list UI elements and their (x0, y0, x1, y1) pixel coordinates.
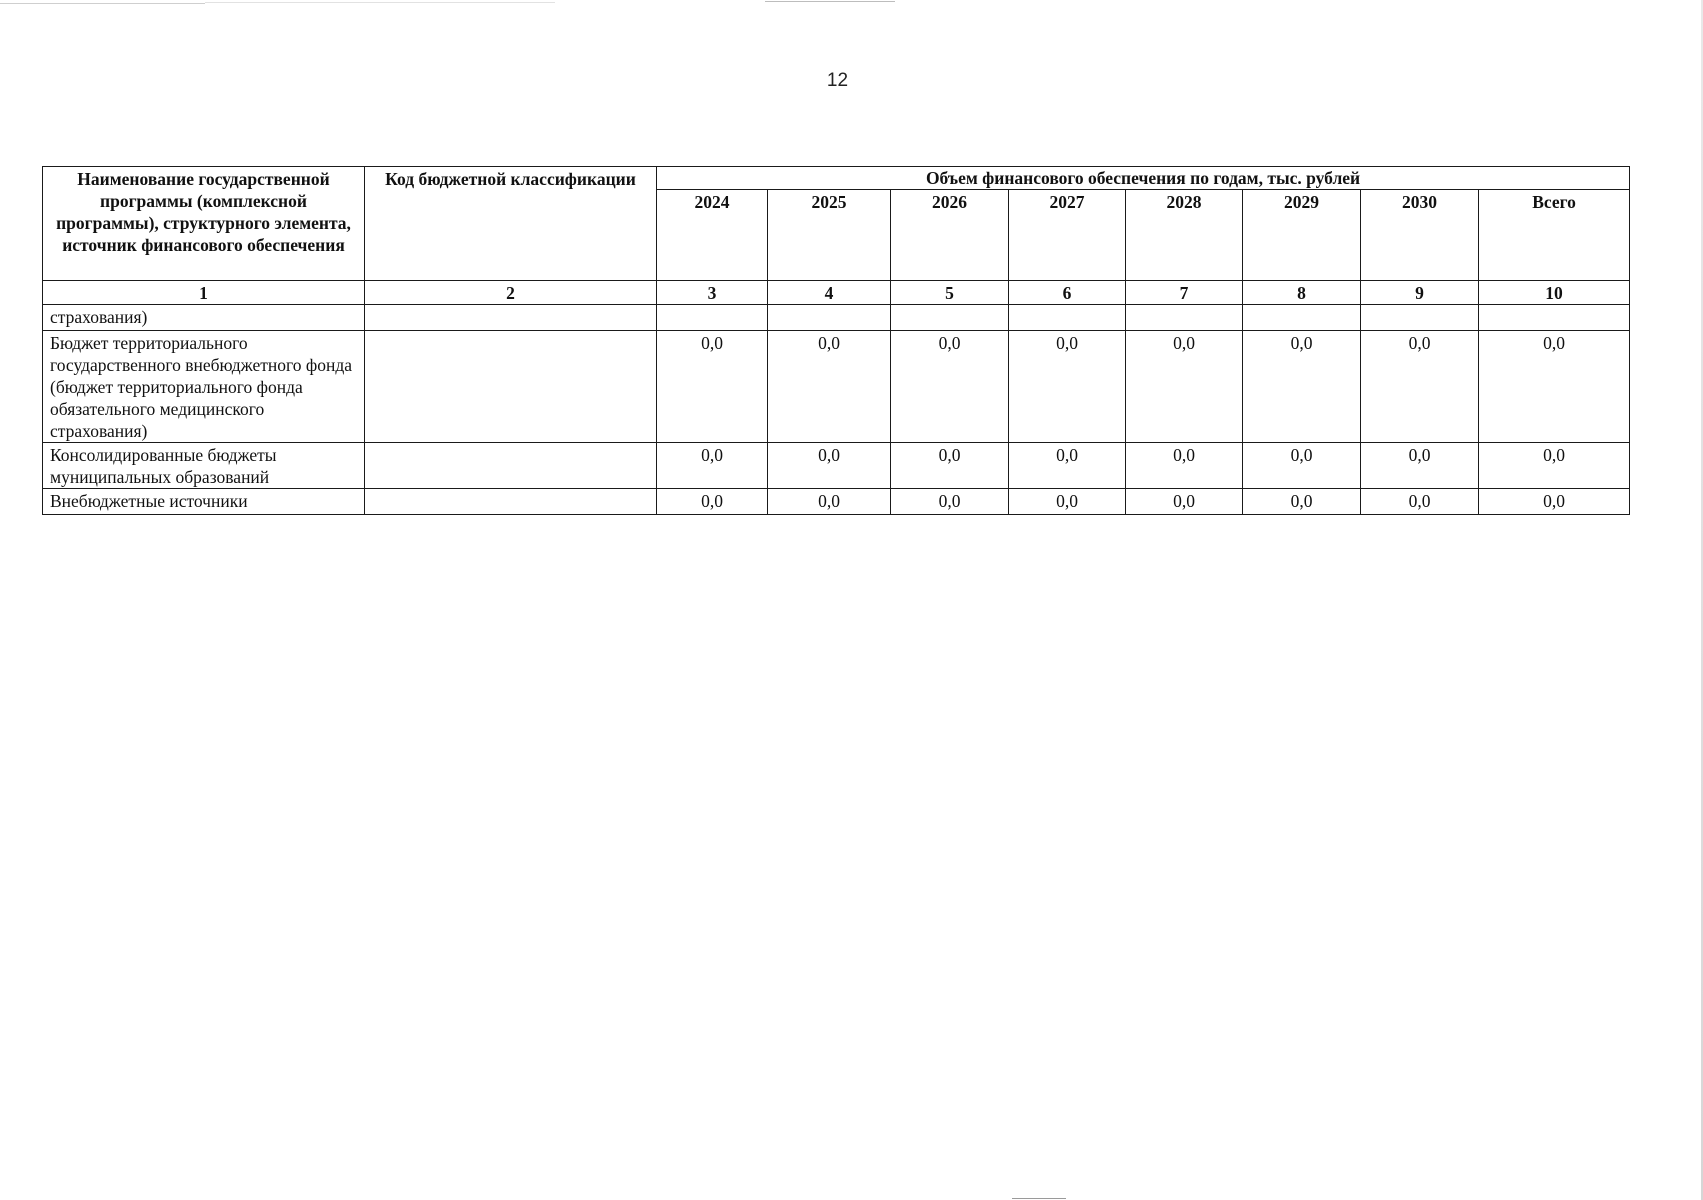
row-value: 0,0 (891, 443, 1009, 489)
row-value: 0,0 (768, 331, 891, 443)
row-value: 0,0 (768, 443, 891, 489)
row-value: 0,0 (1361, 489, 1479, 515)
header-budget-code: Код бюджетной классификации (365, 167, 657, 281)
row-value: 0,0 (768, 489, 891, 515)
row-value: 0,0 (1009, 443, 1126, 489)
row-name: страхования) (43, 305, 365, 331)
page-number: 12 (826, 70, 849, 91)
row-value: 0,0 (1126, 489, 1243, 515)
row-value: 0,0 (657, 443, 768, 489)
header-year: 2025 (768, 189, 891, 280)
scan-artifact-line (765, 1, 895, 2)
row-value (1126, 305, 1243, 331)
column-number: 4 (768, 281, 891, 305)
row-value: 0,0 (891, 489, 1009, 515)
row-code (365, 489, 657, 515)
row-value: 0,0 (1243, 331, 1361, 443)
table-row (43, 489, 1630, 515)
header-year: 2030 (1361, 189, 1479, 280)
row-value: 0,0 (1243, 443, 1361, 489)
table-header (43, 167, 1630, 305)
row-value (891, 305, 1009, 331)
row-value: 0,0 (1126, 443, 1243, 489)
table-body (43, 305, 1630, 515)
scan-artifact-line (205, 2, 555, 3)
row-total: 0,0 (1479, 331, 1630, 443)
row-value (1243, 305, 1361, 331)
header-year: 2027 (1009, 189, 1126, 280)
row-total: 0,0 (1479, 489, 1630, 515)
row-value: 0,0 (657, 489, 768, 515)
row-value (1009, 305, 1126, 331)
header-year: 2026 (891, 189, 1009, 280)
row-name: Бюджет территориального государственного внебюджетного фонда (бюджет территориального фонда обязательного медицинского страхования) (43, 331, 365, 443)
header-volume-group: Объем финансового обеспечения по годам, тыс. рублей (657, 167, 1630, 190)
row-value: 0,0 (1361, 331, 1479, 443)
financing-table (42, 166, 1630, 515)
column-number: 6 (1009, 281, 1126, 305)
column-number: 1 (43, 281, 365, 305)
table-row (43, 443, 1630, 489)
table-row (43, 331, 1630, 443)
table-row (43, 305, 1630, 331)
column-number: 9 (1361, 281, 1479, 305)
row-code (365, 443, 657, 489)
header-total: Всего (1479, 189, 1630, 280)
row-value (768, 305, 891, 331)
row-name: Внебюджетные источники (43, 489, 365, 515)
column-number: 3 (657, 281, 768, 305)
scan-artifact-line (0, 3, 205, 4)
row-value: 0,0 (1009, 331, 1126, 443)
row-name: Консолидированные бюджеты муниципальных образований (43, 443, 365, 489)
row-value: 0,0 (891, 331, 1009, 443)
column-number: 8 (1243, 281, 1361, 305)
row-value: 0,0 (1009, 489, 1126, 515)
header-year: 2028 (1126, 189, 1243, 280)
row-value: 0,0 (1361, 443, 1479, 489)
row-code (365, 331, 657, 443)
row-value: 0,0 (1126, 331, 1243, 443)
scan-artifact-line (1012, 1198, 1066, 1199)
row-code (365, 305, 657, 331)
row-total (1479, 305, 1630, 331)
row-value (1361, 305, 1479, 331)
column-number: 10 (1479, 281, 1630, 305)
row-value: 0,0 (1243, 489, 1361, 515)
row-value (657, 305, 768, 331)
column-number-row (43, 281, 1630, 305)
header-program-name: Наименование государственной программы (комплексной программы), структурного элемента, источник финансового обеспечения (43, 167, 365, 281)
header-year: 2029 (1243, 189, 1361, 280)
header-year: 2024 (657, 189, 768, 280)
row-value: 0,0 (657, 331, 768, 443)
row-total: 0,0 (1479, 443, 1630, 489)
column-number: 5 (891, 281, 1009, 305)
column-number: 2 (365, 281, 657, 305)
column-number: 7 (1126, 281, 1243, 305)
